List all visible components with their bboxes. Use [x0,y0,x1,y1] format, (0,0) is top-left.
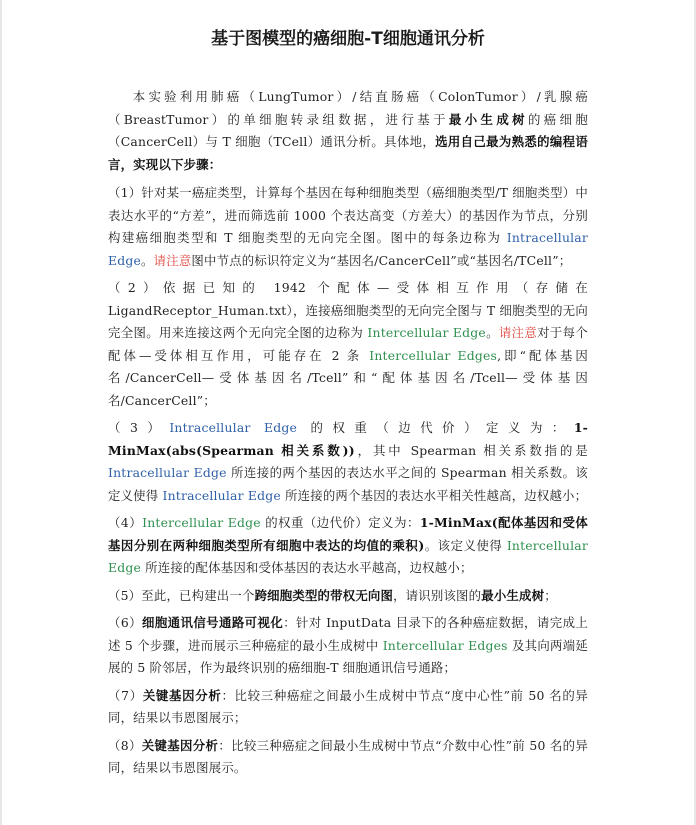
step-2-note: 请注意 [498,325,538,340]
intro-text-1: 本实验利用肺癌（LungTumor）/结直肠癌（ColonTumor）/乳腺癌（BreastTumor）的单细胞转录组数据，进行基于 [108,89,588,127]
step-2-edge-term-2: Intercellular Edges [369,347,498,363]
step-5-bold-2: 最小生成树 [481,587,545,603]
step-1-note: 请注意 [153,252,192,268]
step-4-text-2: 的权重（边代价）定义为： [260,515,420,530]
step-7 [108,685,588,730]
step-8-text-2: ：比较三种癌症之间最小生成树中节点“介数中心性”前 50 名的异同，结果以韦恩图展示。 [108,737,588,775]
intro-bold-2: 选用自己最为熟悉的编程语言，实现以下步骤： [108,134,588,172]
step-5 [108,585,588,608]
step-6-edge-term: Intercellular Edges [382,637,508,653]
step-3-text-2: 的权重（边代价）定义为： [297,420,574,435]
step-2 [108,277,588,412]
intro-bold-1: 最小生成树 [448,111,528,127]
step-2-text-4: ,即“配体基因名/CancerCell—受体基因名/Tcell”和“配体基因名/Tcell—受体基因名/CancerCell”； [108,347,589,408]
step-2-text-2: 。 [485,325,499,340]
step-5-bold-1: 跨细胞类型的带权无向图 [254,587,394,603]
step-4-text-4: 所连接的配体基因和受体基因的表达水平越高，边权越小； [141,560,473,575]
step-3-edge-term-3: Intracellular Edge [162,487,281,503]
step-6-bold-1: 细胞通讯信号通路可视化 [142,615,284,630]
step-6-text-3: 及其向两端延展的 5 阶邻居，作为最终识别的癌细胞-T 细胞通讯信号通路； [108,637,589,675]
step-6-text-2: ：针对 InputData 目录下的各种癌症数据，请完成上述 5 个步骤，进而展示三种癌症的最小生成树中 [108,615,588,653]
document-body [108,86,588,785]
step-1-text-3: 图中节点的标识符定义为“基因名/CancerCell”或“基因名/TCell”； [191,252,572,268]
step-5-text-3: ； [544,587,557,603]
step-4-text-3: 。该定义使得 [424,537,507,553]
step-1 [108,182,588,272]
step-3-edge-term-2: Intracellular Edge [108,465,227,480]
step-6 [108,612,588,680]
step-3-text-3: ，其中 Spearman 相关系数指的是 [354,442,588,458]
step-2-text-1: （2）依据已知的 1942 个配体—受体相互作用（存储在 LigandReceptor_Human.txt），连接癌细胞类型的无向完全图与 T 细胞类型的无向完全图。用来连接这两个无向完全图的边称为 [108,280,588,340]
step-4-text-1: （4） [108,515,143,530]
step-1-text-1: （1）针对某一癌症类型，计算每个基因在每种细胞类型（癌细胞类型/T 细胞类型）中表达水平的“方差”，进而筛选前 1000 个表达高变（方差大）的基因作为节点，分别构建癌细胞类型和 T 细胞类型的无向完全图。图中的每条边称为 [108,185,588,245]
step-3-edge-term: Intracellular Edge [169,420,298,435]
step-2-edge-term: Intercellular Edge [367,325,486,340]
step-4-edge-term-2: Intercellular Edge [108,537,588,575]
step-4-edge-term: Intercellular Edge [142,515,261,530]
step-8-bold-1: 关键基因分析 [141,737,219,753]
step-6-text-1: （6） [108,615,142,630]
step-3 [108,417,588,507]
step-5-text-1: （5）至此，已构建出一个 [108,587,255,603]
step-2-text-3: 对于每个配体—受体相互作用，可能存在 2 条 [108,325,588,363]
step-3-text-5: 所连接的两个基因的表达水平相关性越高，边权越小； [280,487,588,503]
step-8-text-1: （8） [108,737,142,753]
step-4 [108,512,588,580]
intro-text-2: 的癌细胞（CancerCell）与 T 细胞（TCell）通讯分析。具体地， [108,111,588,149]
intro-paragraph [108,86,588,176]
step-4-bold-formula: 1-MinMax(配体基因和受体基因分别在两种细胞类型所有细胞中表达的均值的乘积) [108,515,589,553]
step-7-text-1: （7） [108,687,143,703]
step-3-bold-formula: 1-MinMax(abs(Spearman 相关系数)) [108,420,588,458]
page-title: 基于图模型的癌细胞-T细胞通讯分析 [211,29,485,49]
step-1-text-2: 。 [141,252,154,268]
step-3-text-1: （3） [108,420,170,435]
page-left-border [0,0,2,825]
step-7-text-2: ：比较三种癌症之间最小生成树中节点“度中心性”前 50 名的异同，结果以韦恩图展示； [108,687,589,725]
step-8 [108,735,588,780]
step-3-text-4: 所连接的两个基因的表达水平之间的 Spearman 相关系数。该定义使得 [108,465,588,503]
step-1-edge-term: Intracellular Edge [108,230,588,268]
step-5-text-2: ，请识别该图的 [393,587,482,603]
step-7-bold-1: 关键基因分析 [142,687,222,703]
